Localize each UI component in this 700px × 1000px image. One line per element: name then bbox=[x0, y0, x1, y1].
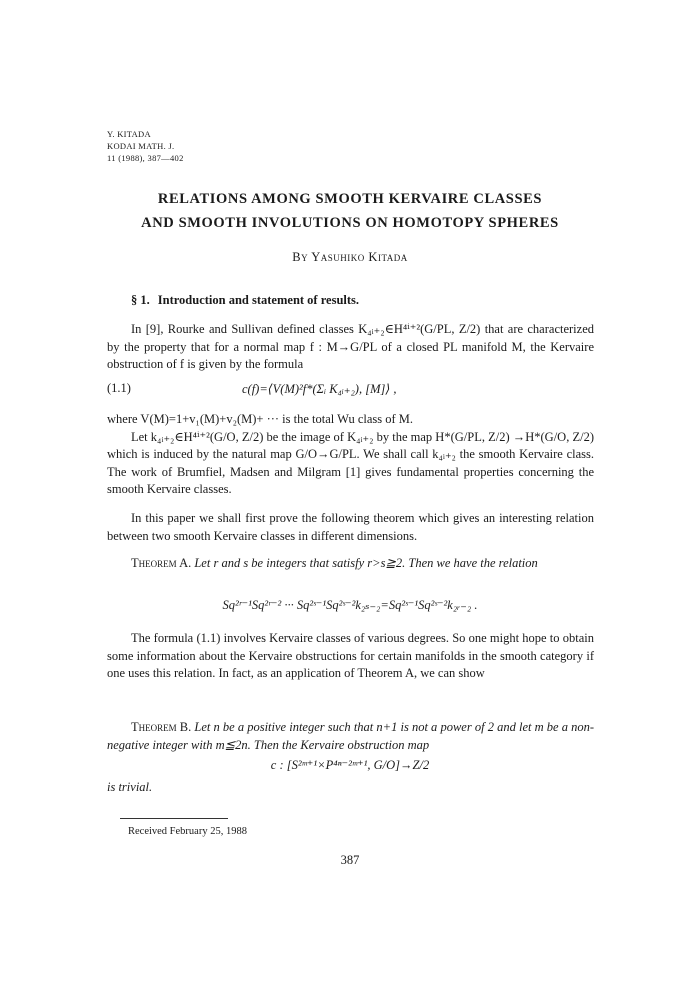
paragraph-4 bbox=[107, 630, 594, 683]
paragraph-2 bbox=[107, 411, 594, 499]
page-number: 387 bbox=[340, 853, 360, 867]
paragraph-3 bbox=[107, 510, 594, 545]
equation-number: (1.1) bbox=[107, 381, 131, 395]
section-title: Introduction and statement of results. bbox=[157, 293, 360, 307]
theorem-a-label: Theorem A. bbox=[131, 556, 192, 570]
paper-title bbox=[0, 187, 700, 235]
theorem-b-text: Let n be a positive integer such that n+1 is not a power of 2 and let m be a non-negative integer with m≦2n. Then the Kervaire obstruction map bbox=[107, 720, 594, 752]
header-author: Y. KITADA bbox=[107, 129, 151, 139]
header-volume: 11 (1988), 387—402 bbox=[107, 153, 184, 163]
theorem-b-equation: c : [S²ᵐ⁺¹×P⁴ⁿ⁻²ᵐ⁺¹, G/O]→Z/2 bbox=[270, 758, 430, 772]
paragraph-1 bbox=[107, 321, 594, 374]
header-journal: KODAI MATH. J. bbox=[107, 141, 175, 151]
theorem-b-conclusion: is trivial. bbox=[107, 780, 153, 794]
received-footnote: Received February 25, 1988 bbox=[128, 826, 247, 837]
journal-header bbox=[107, 128, 184, 164]
paragraph-2b-text: Let k₄ᵢ₊₂∈H⁴ⁱ⁺²(G/O, Z/2) be the image of K₄ᵢ₊₂ by the map H*(G/PL, Z/2) →H*(G/O, Z/2) which is induced by the natural map G/O→G/PL. We shall call k₄ᵢ₊₂ the smooth Kervaire class. The work of Brumfiel, Madsen and Milgram [1] gives fundamental properties concerning the smooth Kervaire classes. bbox=[107, 429, 594, 496]
theorem-a-text: Let r and s be integers that satisfy r>s≧2. Then we have the relation bbox=[194, 556, 538, 570]
paragraph-1-text: In [9], Rourke and Sullivan defined classes K₄ᵢ₊₂∈H⁴ⁱ⁺²(G/PL, Z/2) that are characterized by the property that for a normal map f : M→G/PL of a closed PL manifold M, the Kervaire obstruction of f is given by the formula bbox=[107, 322, 594, 371]
title-line-2: AND SMOOTH INVOLUTIONS ON HOMOTOPY SPHERES bbox=[141, 215, 559, 231]
paper-author: By Yasuhiko Kitada bbox=[292, 250, 408, 264]
theorem-a bbox=[107, 555, 594, 573]
section-number: § 1. bbox=[131, 293, 150, 307]
paragraph-2a-text: where V(M)=1+v₁(M)+v₂(M)+ ··· is the total Wu class of M. bbox=[107, 412, 414, 426]
theorem-a-equation: Sq²ʳ⁻¹Sq²ʳ⁻² ··· Sq²ˢ⁻¹Sq²ˢ⁻²k₂ₛ₋₂=Sq²ˢ⁻¹Sq²ˢ⁻²k₂ᵣ₋₂ . bbox=[222, 598, 478, 612]
paragraph-3-text: In this paper we shall first prove the following theorem which gives an interesting relation between two smooth Kervaire classes in different dimensions. bbox=[107, 511, 594, 543]
title-line-1: RELATIONS AMONG SMOOTH KERVAIRE CLASSES bbox=[157, 191, 543, 207]
paragraph-4-text: The formula (1.1) involves Kervaire classes of various degrees. So one might hope to obtain some information about the Kervaire obstructions for certain manifolds in the smooth category if one uses this relation. In fact, as an application of Theorem A, we can show bbox=[107, 631, 594, 680]
footnote-rule bbox=[120, 818, 228, 819]
equation-1-1: c(f)=⟨V(M)²f*(Σᵢ K₄ᵢ₊₂), [M]⟩ , bbox=[242, 382, 397, 396]
theorem-b bbox=[107, 719, 594, 754]
section-heading bbox=[131, 293, 359, 308]
theorem-b-label: Theorem B. bbox=[131, 720, 192, 734]
